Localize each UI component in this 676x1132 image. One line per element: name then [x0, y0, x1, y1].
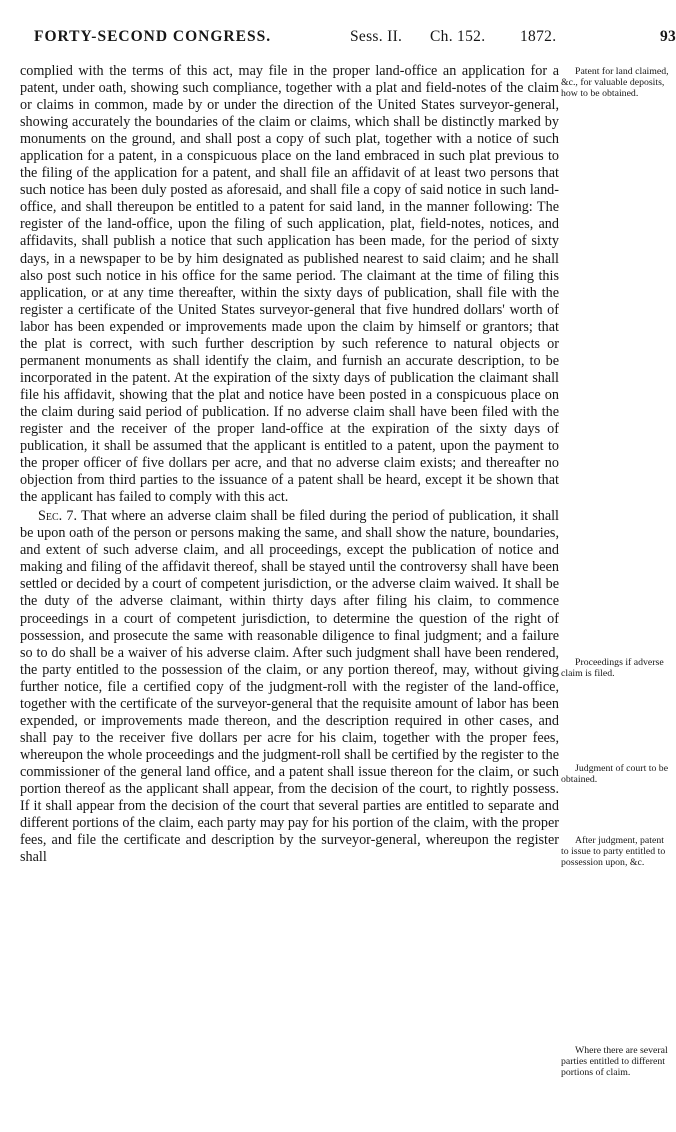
- section-number: Sec. 7.: [38, 508, 78, 525]
- chapter-label: Ch. 152.: [430, 28, 486, 45]
- margin-note: After judgment, patent to issue to party entitled to possession upon, &c.: [561, 835, 666, 868]
- margin-note: Where there are several parties entitled to different portions of claim.: [561, 1045, 668, 1078]
- paragraph-text: That where an adverse claim shall be filed during the period of publication, it shall be upon oath of the person or persons making the same, and shall show the nature, boundaries, and extent of such adverse claim, and all proceedings, except the publication of notice and making and filing of the affidavit thereof, shall be stayed until the controversy shall have been settled or decided by a court of competent jurisdiction, or the adverse claim waived. It shall be the duty of the adverse claimant, within thirty days after filing his claim, to commence proceedings in a court of competent jurisdiction, to determine the question of the right of possession, and prosecute the same with reasonable diligence to final judgment; and a failure so to do shall be a waiver of his adverse claim. After such judgment shall have been rendered, the party entitled to the possession of the claim, or any portion thereof, may, without giving further notice, file a certified copy of the judgment-roll with the register of the land-office, together with the certificate of the surveyor-general that the requisite amount of labor has been expended, or improvements made thereon, and the description required in other cases, and shall pay to the receiver five dollars per acre for his claim, together with the proper fees, whereupon the whole proceedings and the judgment-roll shall be certified by the register to the commissioner of the general land office, and a patent shall issue thereon for the claim, or such portion thereof as the applicant shall appear, from the decision of the court, to rightly possess. If it shall appear from the decision of the court that several parties are entitled to separate and different portions of the claim, each party may pay for his portion of the claim, with the proper fees, and file the certificate and description by the surveyor-general, whereupon the register shall: [20, 508, 559, 866]
- margin-note: Proceedings if adverse claim is filed.: [561, 657, 664, 679]
- continued-paragraph: [20, 63, 559, 506]
- page-number: 93: [660, 28, 676, 45]
- year-label: 1872.: [520, 28, 557, 45]
- margin-note: Patent for land claimed, &c., for valuable deposits, how to be obtained.: [561, 66, 669, 99]
- paragraph-text: complied with the terms of this act, may file in the proper land-office an application for a patent, under oath, showing such compliance, together with a plat and field-notes of the claim or claims in common, made by or under the direction of the United States surveyor-general, showing accurately the boundaries of the claim or claims, which shall be distinctly marked by monuments on the ground, and shall post a copy of such plat, together with a notice of such application for a patent, in a conspicuous place on the land embraced in such plat previous to the filing of the application for a patent, and shall file an affidavit of at least two persons that such notice has been duly posted as aforesaid, and shall file a copy of said notice in such land-office, and shall thereupon be entitled to a patent for said land, in the manner following: The register of the land-office, upon the filing of such application, plat, field-notes, notices, and affidavits, shall publish a notice that such application has been made, for the period of sixty days, in a newspaper to be by him designated as published nearest to said claim; and he shall also post such notice in his office for the same period. The claimant at the time of filing this application, or at any time thereafter, within the sixty days of publication, shall file with the register a certificate of the United States surveyor-general that five hundred dollars' worth of labor has been expended or improvements made upon the claim by himself or grantors; that the plat is correct, with such further description by such reference to natural objects or permanent monuments as shall identify the claim, and furnish an accurate description, to be incorporated in the patent. At the expiration of the sixty days of publication the claimant shall file his affidavit, showing that the plat and notice have been posted in a conspicuous place on the claim during said period of publication. If no adverse claim shall have been filed with the register and the receiver of the proper land-office at the expiration of the sixty days of publication, it shall be assumed that the applicant is entitled to a patent, upon the payment to the proper officer of five dollars per acre, and that no adverse claim exists; and thereafter no objection from third parties to the issuance of a patent shall be heard, except it be shown that the applicant has failed to comply with this act.: [20, 63, 559, 506]
- running-header: [20, 28, 676, 50]
- session-label: Sess. II.: [350, 28, 403, 45]
- congress-title: FORTY-SECOND CONGRESS.: [34, 28, 272, 45]
- statute-body: [20, 63, 559, 866]
- section-7-paragraph: [20, 508, 559, 866]
- margin-note: Judgment of court to be obtained.: [561, 763, 669, 785]
